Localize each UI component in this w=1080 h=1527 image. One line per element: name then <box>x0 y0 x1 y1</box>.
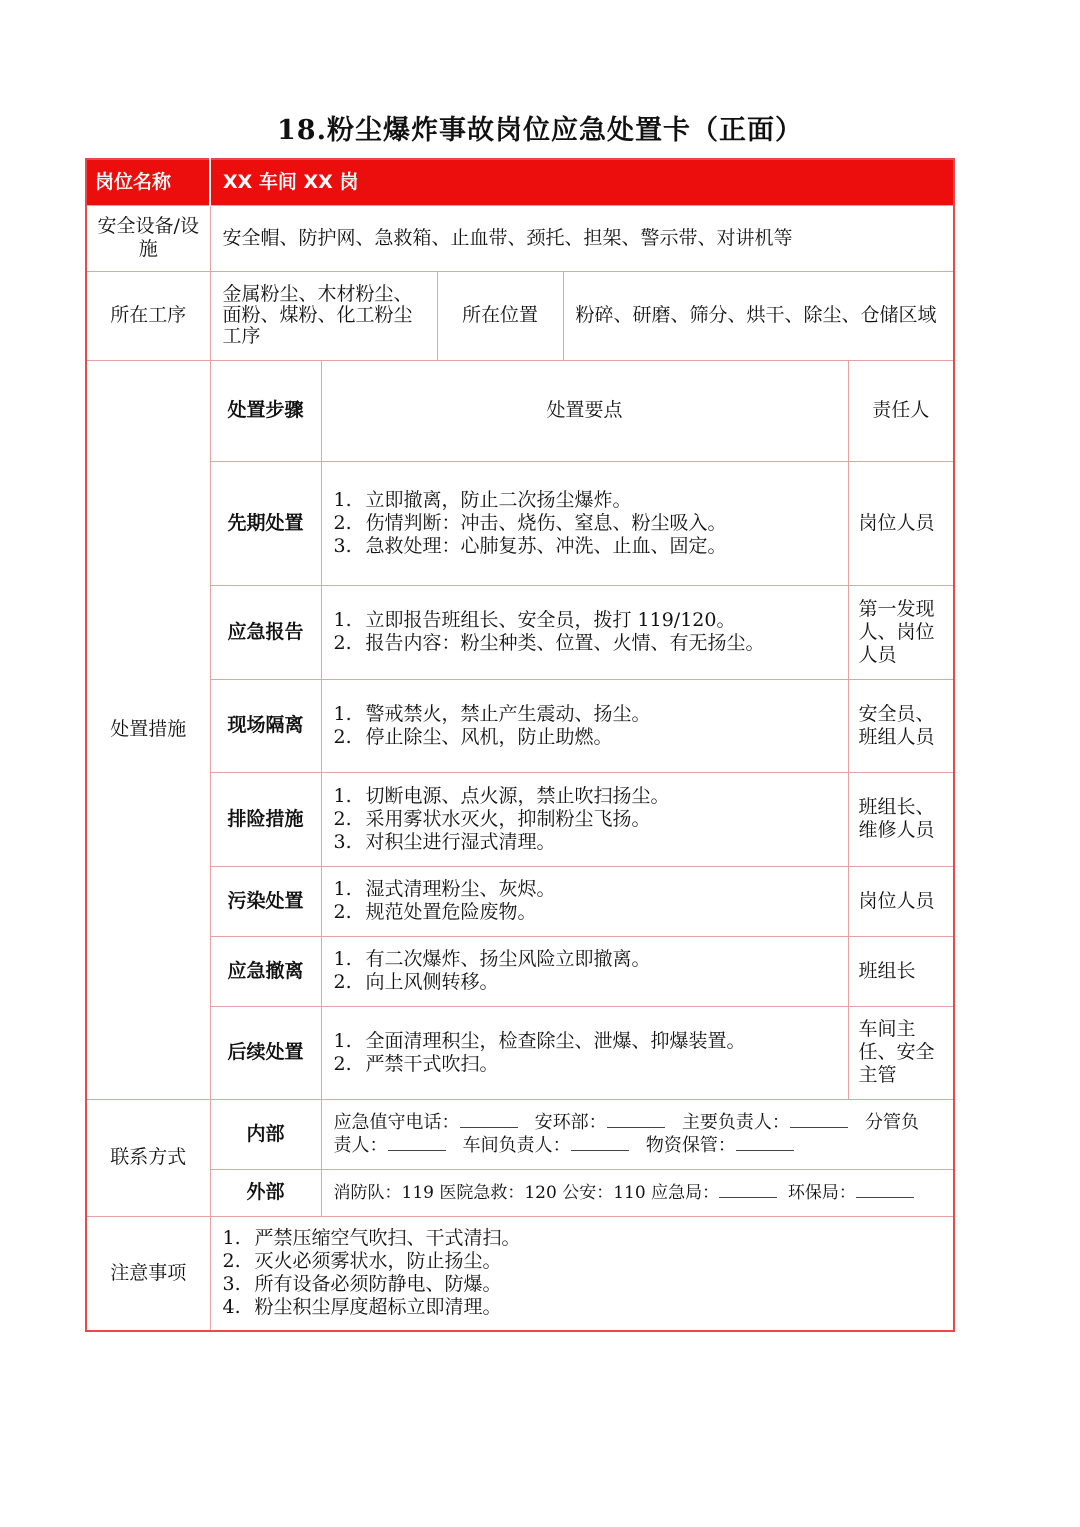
equipment-row <box>86 205 954 271</box>
step-points: 1. 立即撤离，防止二次扬尘爆炸。 2. 伤情判断：冲击、烧伤、窒息、粉尘吸入。 3. 急救处理：心肺复苏、冲洗、止血、固定。 <box>321 461 848 585</box>
step-name: 应急撤离 <box>210 936 321 1006</box>
table-row <box>86 461 954 585</box>
post-name-value: XX 车间 XX 岗 <box>210 159 954 205</box>
notes-list: 1. 严禁压缩空气吹扫、干式清扫。 2. 灭火必须雾状水，防止扬尘。 3. 所有设备必须防静电、防爆。 4. 粉尘积尘厚度超标立即清理。 <box>210 1216 954 1331</box>
step-name: 现场隔离 <box>210 679 321 772</box>
location-value: 粉碎、研磨、筛分、烘干、除尘、仓储区域 <box>563 271 954 360</box>
table-row <box>86 936 954 1006</box>
step-points: 1. 警戒禁火，禁止产生震动、扬尘。 2. 停止除尘、风机，防止助燃。 <box>321 679 848 772</box>
step-name: 应急报告 <box>210 585 321 679</box>
table-row <box>86 772 954 866</box>
step-name: 排险措施 <box>210 772 321 866</box>
step-points: 1. 湿式清理粉尘、灰烬。 2. 规范处置危险废物。 <box>321 866 848 936</box>
col-step-header: 处置步骤 <box>210 360 321 461</box>
location-label: 所在位置 <box>437 271 563 360</box>
internal-label: 内部 <box>210 1099 321 1169</box>
emergency-card-table <box>85 158 955 1332</box>
step-responsible: 第一发现人、岗位人员 <box>848 585 954 679</box>
step-responsible: 岗位人员 <box>848 866 954 936</box>
step-responsible: 车间主任、安全主管 <box>848 1006 954 1099</box>
step-name: 后续处置 <box>210 1006 321 1099</box>
measures-header-row <box>86 360 954 461</box>
step-name: 先期处置 <box>210 461 321 585</box>
notes-label: 注意事项 <box>86 1216 210 1331</box>
step-responsible: 安全员、班组人员 <box>848 679 954 772</box>
table-row <box>86 866 954 936</box>
equipment-value: 安全帽、防护网、急救箱、止血带、颈托、担架、警示带、对讲机等 <box>210 205 954 271</box>
page-title: 18.粉尘爆炸事故岗位应急处置卡（正面） <box>277 115 803 146</box>
col-resp-header: 责任人 <box>848 360 954 461</box>
header-row <box>86 159 954 205</box>
process-value: 金属粉尘、木材粉尘、面粉、煤粉、化工粉尘工序 <box>210 271 437 360</box>
step-name: 污染处置 <box>210 866 321 936</box>
step-points: 1. 有二次爆炸、扬尘风险立即撤离。 2. 向上风侧转移。 <box>321 936 848 1006</box>
process-label: 所在工序 <box>86 271 210 360</box>
process-row <box>86 271 954 360</box>
equipment-label: 安全设备/设施 <box>86 205 210 271</box>
contact-external-row <box>86 1169 954 1216</box>
internal-contacts: 应急值守电话： 安环部： 主要负责人： 分管负 责人： 车间负责人： 物资保管： <box>321 1099 954 1169</box>
step-points: 1. 全面清理积尘，检查除尘、泄爆、抑爆装置。 2. 严禁干式吹扫。 <box>321 1006 848 1099</box>
step-responsible: 岗位人员 <box>848 461 954 585</box>
contact-label: 联系方式 <box>86 1099 210 1216</box>
step-points: 1. 立即报告班组长、安全员，拨打 119/120。 2. 报告内容：粉尘种类、位置、火情、有无扬尘。 <box>321 585 848 679</box>
table-row <box>86 679 954 772</box>
contact-internal-row <box>86 1099 954 1169</box>
external-contacts: 消防队：119 医院急救：120 公安：110 应急局： 环保局： <box>321 1169 954 1216</box>
table-row <box>86 1006 954 1099</box>
external-label: 外部 <box>210 1169 321 1216</box>
col-points-header: 处置要点 <box>321 360 848 461</box>
step-responsible: 班组长 <box>848 936 954 1006</box>
step-responsible: 班组长、维修人员 <box>848 772 954 866</box>
notes-row <box>86 1216 954 1331</box>
step-points: 1. 切断电源、点火源，禁止吹扫扬尘。 2. 采用雾状水灭火，抑制粉尘飞扬。 3. 对积尘进行湿式清理。 <box>321 772 848 866</box>
post-name-label: 岗位名称 <box>86 159 210 205</box>
measures-label: 处置措施 <box>86 360 210 1099</box>
table-row <box>86 585 954 679</box>
